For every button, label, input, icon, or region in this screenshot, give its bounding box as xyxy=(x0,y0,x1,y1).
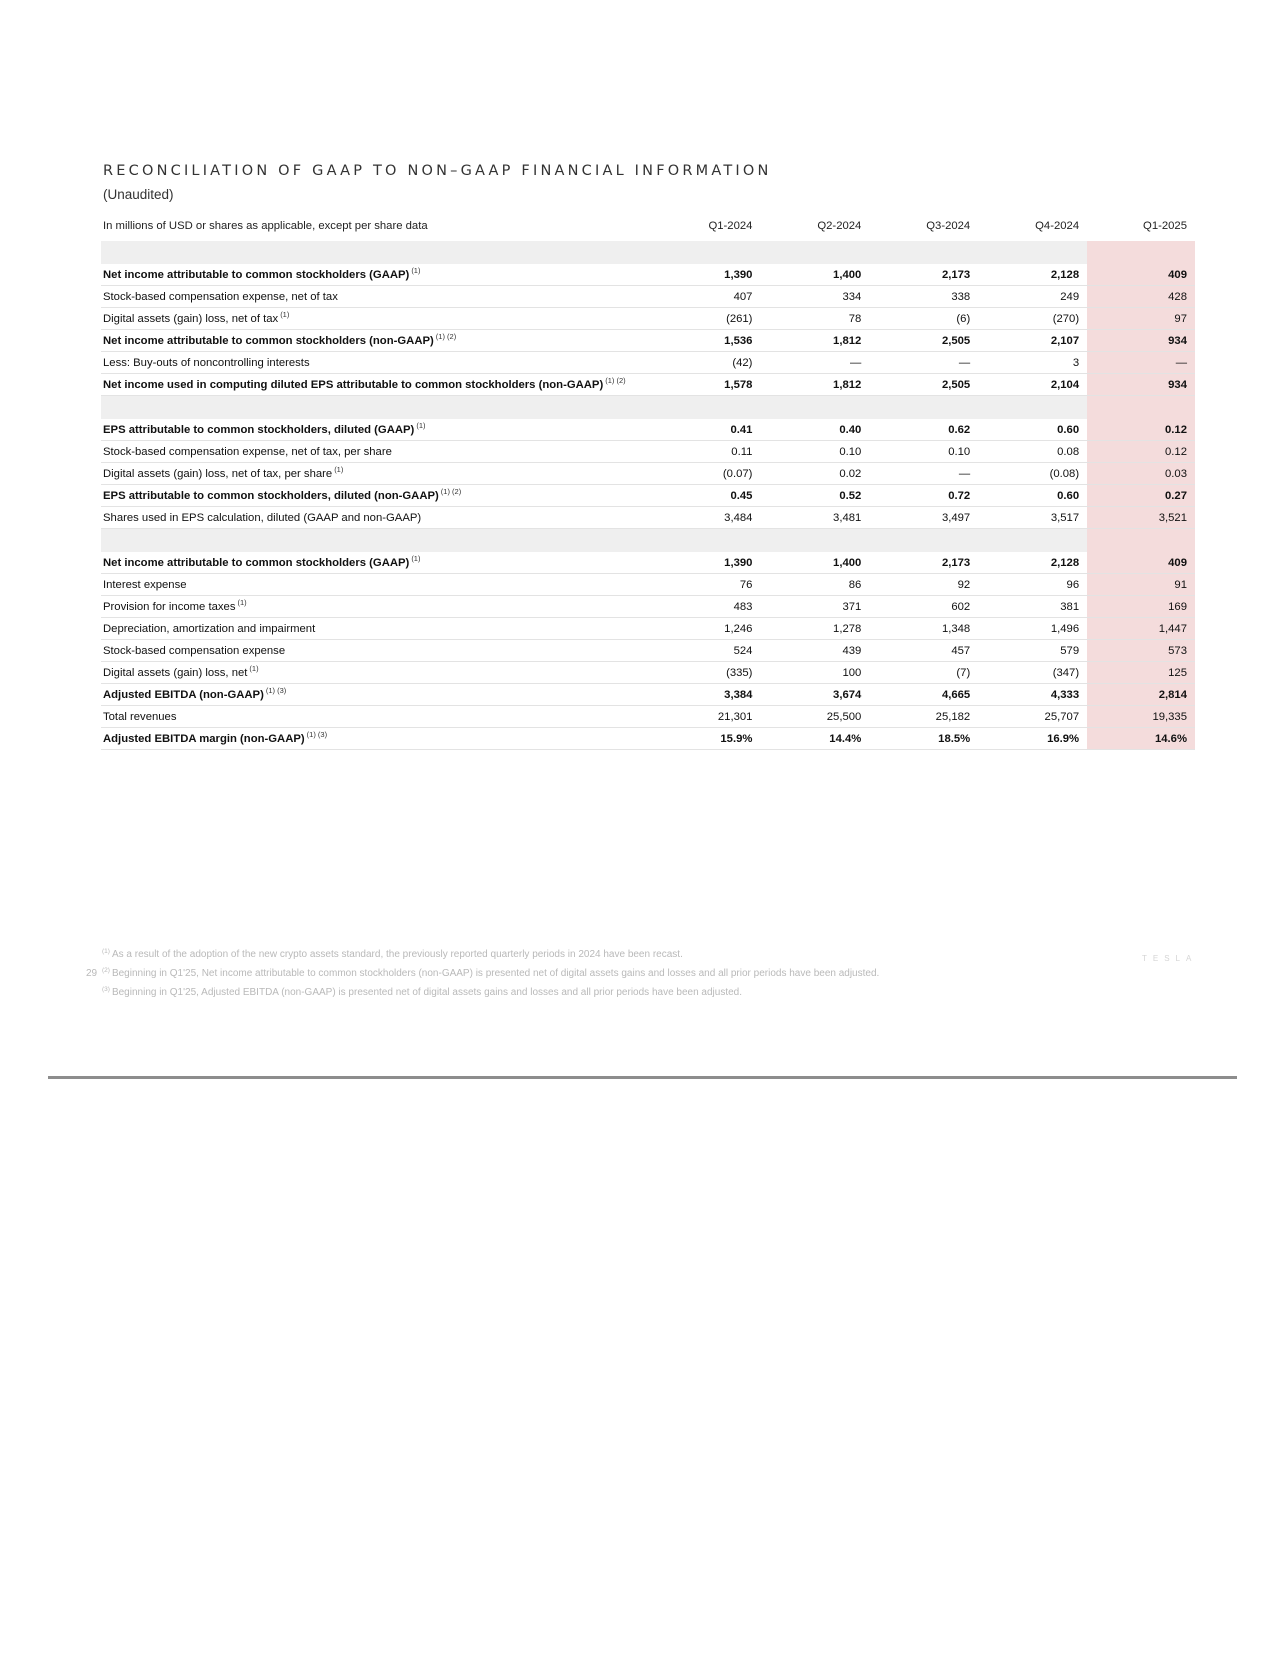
row-label-text: Digital assets (gain) loss, net of tax, per share xyxy=(103,467,333,480)
table-body xyxy=(101,241,1195,750)
spacer-cell xyxy=(652,241,761,264)
value-cell-current: 2,814 xyxy=(1087,684,1195,706)
value-cell: 3,481 xyxy=(760,507,869,529)
page-divider xyxy=(48,1076,1237,1079)
value-cell: 1,246 xyxy=(652,618,761,640)
value-cell-current: 125 xyxy=(1087,662,1195,684)
value-cell-current: 409 xyxy=(1087,552,1195,574)
value-cell: 1,278 xyxy=(760,618,869,640)
value-cell: 0.45 xyxy=(652,485,761,507)
footnote-ref: (1) (3) xyxy=(265,685,287,695)
value-cell: 2,173 xyxy=(869,264,978,286)
value-cell: 1,812 xyxy=(760,374,869,396)
table-row xyxy=(101,286,1195,308)
row-label xyxy=(101,419,652,441)
row-label xyxy=(101,286,652,308)
value-cell: 0.02 xyxy=(760,463,869,485)
value-cell: 483 xyxy=(652,596,761,618)
value-cell-current: 14.6% xyxy=(1087,728,1195,750)
footnote-ref: (1) (2) xyxy=(435,331,457,341)
page-number: 29 xyxy=(86,968,98,979)
value-cell: 3,384 xyxy=(652,684,761,706)
value-cell-current: 0.12 xyxy=(1087,441,1195,463)
table-header-row xyxy=(101,211,1195,241)
value-cell: 92 xyxy=(869,574,978,596)
row-label xyxy=(101,507,652,529)
reconciliation-table xyxy=(101,211,1195,750)
row-label-text: Adjusted EBITDA (non-GAAP) xyxy=(103,688,264,701)
spacer-cell xyxy=(869,396,978,420)
value-cell: 1,496 xyxy=(978,618,1087,640)
footnote-ref: (1) xyxy=(334,464,344,474)
value-cell: 96 xyxy=(978,574,1087,596)
value-cell: 249 xyxy=(978,286,1087,308)
value-cell: 76 xyxy=(652,574,761,596)
value-cell: 0.62 xyxy=(869,419,978,441)
value-cell: 25,707 xyxy=(978,706,1087,728)
value-cell: 407 xyxy=(652,286,761,308)
row-label-text: Net income used in computing diluted EPS attributable to common stockholders (non-GAAP) xyxy=(103,378,604,391)
value-cell: 3,484 xyxy=(652,507,761,529)
table-row xyxy=(101,728,1195,750)
value-cell: 86 xyxy=(760,574,869,596)
row-label xyxy=(101,552,652,574)
value-cell-current: 97 xyxy=(1087,308,1195,330)
row-label xyxy=(101,728,652,750)
value-cell: 1,390 xyxy=(652,552,761,574)
spacer-cell xyxy=(869,241,978,264)
footnote-ref: (1) xyxy=(411,265,421,275)
value-cell-current: 428 xyxy=(1087,286,1195,308)
row-label xyxy=(101,352,652,374)
spacer-cell xyxy=(760,529,869,553)
spacer-cell xyxy=(760,396,869,420)
value-cell: 21,301 xyxy=(652,706,761,728)
column-header: Q4-2024 xyxy=(1035,220,1080,232)
row-label xyxy=(101,662,652,684)
row-label xyxy=(101,330,652,352)
value-cell: 381 xyxy=(978,596,1087,618)
footnote xyxy=(102,983,879,1002)
row-label xyxy=(101,374,652,396)
value-cell: 0.10 xyxy=(869,441,978,463)
spacer-cell xyxy=(978,241,1087,264)
value-cell-current: 0.12 xyxy=(1087,419,1195,441)
row-label xyxy=(101,441,652,463)
value-cell: 524 xyxy=(652,640,761,662)
row-label xyxy=(101,596,652,618)
value-cell: 0.41 xyxy=(652,419,761,441)
spacer-cell xyxy=(1087,396,1195,420)
table-row xyxy=(101,441,1195,463)
table-row xyxy=(101,330,1195,352)
spacer-cell xyxy=(1087,241,1195,264)
value-cell: 2,128 xyxy=(978,552,1087,574)
value-cell: 1,578 xyxy=(652,374,761,396)
value-cell: 100 xyxy=(760,662,869,684)
tesla-logo: TESLA xyxy=(1142,954,1198,963)
column-header: Q3-2024 xyxy=(926,220,971,232)
spacer-cell xyxy=(101,529,652,553)
value-cell: 16.9% xyxy=(978,728,1087,750)
value-cell-current: 0.27 xyxy=(1087,485,1195,507)
row-label xyxy=(101,485,652,507)
spacer-cell xyxy=(978,396,1087,420)
footnote-mark: (1) xyxy=(102,948,110,955)
value-cell: 338 xyxy=(869,286,978,308)
value-cell: 0.60 xyxy=(978,485,1087,507)
value-cell: 334 xyxy=(760,286,869,308)
value-cell-current: 934 xyxy=(1087,330,1195,352)
value-cell: 371 xyxy=(760,596,869,618)
footnote-ref: (1) xyxy=(416,420,426,430)
table-row xyxy=(101,552,1195,574)
value-cell: 1,536 xyxy=(652,330,761,352)
value-cell: 1,390 xyxy=(652,264,761,286)
row-label xyxy=(101,308,652,330)
row-label-text: Stock-based compensation expense, net of tax, per share xyxy=(103,445,392,458)
table-row xyxy=(101,485,1195,507)
value-cell: 3,674 xyxy=(760,684,869,706)
value-cell: (0.08) xyxy=(978,463,1087,485)
page-title: RECONCILIATION OF GAAP TO NON–GAAP FINANCIAL INFORMATION xyxy=(103,163,772,179)
value-cell: 0.08 xyxy=(978,441,1087,463)
table-row xyxy=(101,596,1195,618)
spacer-cell xyxy=(101,396,652,420)
value-cell: 25,500 xyxy=(760,706,869,728)
value-cell: (6) xyxy=(869,308,978,330)
value-cell: 0.10 xyxy=(760,441,869,463)
value-cell: 602 xyxy=(869,596,978,618)
value-cell-current: 169 xyxy=(1087,596,1195,618)
value-cell: 2,128 xyxy=(978,264,1087,286)
value-cell: 2,505 xyxy=(869,330,978,352)
value-cell: 3,517 xyxy=(978,507,1087,529)
footnote-text: As a result of the adoption of the new crypto assets standard, the previously reported quarterly periods in 2024 have been recast. xyxy=(111,949,683,960)
value-cell: 4,665 xyxy=(869,684,978,706)
row-label-text: Total revenues xyxy=(103,710,177,723)
spacer-cell xyxy=(978,529,1087,553)
table-row xyxy=(101,706,1195,728)
row-label-text: Digital assets (gain) loss, net of tax xyxy=(103,312,279,325)
value-cell-current: — xyxy=(1087,352,1195,374)
value-cell: (335) xyxy=(652,662,761,684)
spacer-cell xyxy=(652,529,761,553)
table-row xyxy=(101,308,1195,330)
value-cell: — xyxy=(760,352,869,374)
row-label-text: EPS attributable to common stockholders, diluted (non-GAAP) xyxy=(103,489,439,502)
value-cell: (42) xyxy=(652,352,761,374)
value-cell-current: 0.03 xyxy=(1087,463,1195,485)
value-cell: — xyxy=(869,352,978,374)
value-cell-current: 1,447 xyxy=(1087,618,1195,640)
table-row xyxy=(101,684,1195,706)
value-cell: 2,104 xyxy=(978,374,1087,396)
table-row xyxy=(101,662,1195,684)
value-cell: 3,497 xyxy=(869,507,978,529)
row-label-text: Digital assets (gain) loss, net xyxy=(103,666,248,679)
footnote xyxy=(102,945,879,964)
value-cell-current: 19,335 xyxy=(1087,706,1195,728)
row-label-text: Interest expense xyxy=(103,578,187,591)
value-cell: 439 xyxy=(760,640,869,662)
value-cell: 0.52 xyxy=(760,485,869,507)
section-spacer xyxy=(101,529,1195,553)
row-label-text: Net income attributable to common stockholders (GAAP) xyxy=(103,556,410,569)
value-cell-current: 3,521 xyxy=(1087,507,1195,529)
row-label xyxy=(101,640,652,662)
value-cell: 2,107 xyxy=(978,330,1087,352)
page-subtitle: (Unaudited) xyxy=(103,187,174,202)
spacer-cell xyxy=(101,241,652,264)
value-cell: 15.9% xyxy=(652,728,761,750)
row-label-text: Stock-based compensation expense xyxy=(103,644,286,657)
table-row xyxy=(101,463,1195,485)
section-spacer xyxy=(101,396,1195,420)
footnote-mark: (3) xyxy=(102,986,110,993)
row-label xyxy=(101,684,652,706)
value-cell: 1,400 xyxy=(760,264,869,286)
table-row xyxy=(101,640,1195,662)
column-header: Q2-2024 xyxy=(817,220,862,232)
row-label xyxy=(101,264,652,286)
value-cell: 4,333 xyxy=(978,684,1087,706)
spacer-cell xyxy=(760,241,869,264)
value-cell: 18.5% xyxy=(869,728,978,750)
row-label-text: Provision for income taxes xyxy=(103,600,236,613)
table-row xyxy=(101,507,1195,529)
column-header: Q1-2024 xyxy=(708,220,753,232)
footnote-ref: (1) xyxy=(280,309,290,319)
row-label-text: Shares used in EPS calculation, diluted (GAAP and non-GAAP) xyxy=(103,511,422,524)
row-label xyxy=(101,463,652,485)
value-cell-current: 573 xyxy=(1087,640,1195,662)
header-label: In millions of USD or shares as applicable, except per share data xyxy=(103,220,428,232)
value-cell: 2,505 xyxy=(869,374,978,396)
row-label-text: Net income attributable to common stockholders (GAAP) xyxy=(103,268,410,281)
footnotes xyxy=(102,945,879,1002)
row-label xyxy=(101,574,652,596)
value-cell-current: 91 xyxy=(1087,574,1195,596)
table-row xyxy=(101,264,1195,286)
row-label-text: Stock-based compensation expense, net of tax xyxy=(103,290,338,303)
value-cell: 1,348 xyxy=(869,618,978,640)
value-cell: 0.60 xyxy=(978,419,1087,441)
spacer-cell xyxy=(869,529,978,553)
table-row xyxy=(101,374,1195,396)
spacer-cell xyxy=(652,396,761,420)
value-cell: 78 xyxy=(760,308,869,330)
value-cell: 25,182 xyxy=(869,706,978,728)
footnote-ref: (1) xyxy=(249,663,259,673)
table-row xyxy=(101,419,1195,441)
value-cell: — xyxy=(869,463,978,485)
value-cell: (270) xyxy=(978,308,1087,330)
table-row xyxy=(101,618,1195,640)
footnote-ref: (1) (2) xyxy=(605,375,626,385)
value-cell: 457 xyxy=(869,640,978,662)
value-cell: 0.72 xyxy=(869,485,978,507)
row-label xyxy=(101,706,652,728)
value-cell-current: 409 xyxy=(1087,264,1195,286)
footnote-ref: (1) (3) xyxy=(306,729,328,739)
value-cell-current: 934 xyxy=(1087,374,1195,396)
row-label xyxy=(101,618,652,640)
footnote-mark: (2) xyxy=(102,967,110,974)
value-cell: (261) xyxy=(652,308,761,330)
row-label-text: Adjusted EBITDA margin (non-GAAP) xyxy=(103,732,305,745)
value-cell: 2,173 xyxy=(869,552,978,574)
value-cell: (0.07) xyxy=(652,463,761,485)
footnote-text: Beginning in Q1'25, Net income attributable to common stockholders (non-GAAP) is presented net of digital assets gains and losses and all prior periods have been adjusted. xyxy=(111,968,880,979)
value-cell: (7) xyxy=(869,662,978,684)
footnote-text: Beginning in Q1'25, Adjusted EBITDA (non-GAAP) is presented net of digital assets gains and losses and all prior periods have been adjusted. xyxy=(111,987,743,998)
row-label-text: Depreciation, amortization and impairment xyxy=(103,622,316,635)
value-cell: 3 xyxy=(978,352,1087,374)
value-cell: 1,400 xyxy=(760,552,869,574)
column-header: Q1-2025 xyxy=(1143,220,1187,232)
value-cell: 0.11 xyxy=(652,441,761,463)
footnote-ref: (1) xyxy=(411,553,421,563)
row-label-text: EPS attributable to common stockholders, diluted (GAAP) xyxy=(103,423,415,436)
footnote-ref: (1) xyxy=(237,597,247,607)
table-row xyxy=(101,574,1195,596)
footnote-ref: (1) (2) xyxy=(440,486,462,496)
value-cell: 579 xyxy=(978,640,1087,662)
value-cell: 0.40 xyxy=(760,419,869,441)
spacer-cell xyxy=(1087,529,1195,553)
row-label-text: Net income attributable to common stockholders (non-GAAP) xyxy=(103,334,434,347)
value-cell: (347) xyxy=(978,662,1087,684)
value-cell: 14.4% xyxy=(760,728,869,750)
table-row xyxy=(101,352,1195,374)
footnote xyxy=(102,964,879,983)
value-cell: 1,812 xyxy=(760,330,869,352)
row-label-text: Less: Buy-outs of noncontrolling interests xyxy=(103,356,310,369)
section-spacer xyxy=(101,241,1195,264)
